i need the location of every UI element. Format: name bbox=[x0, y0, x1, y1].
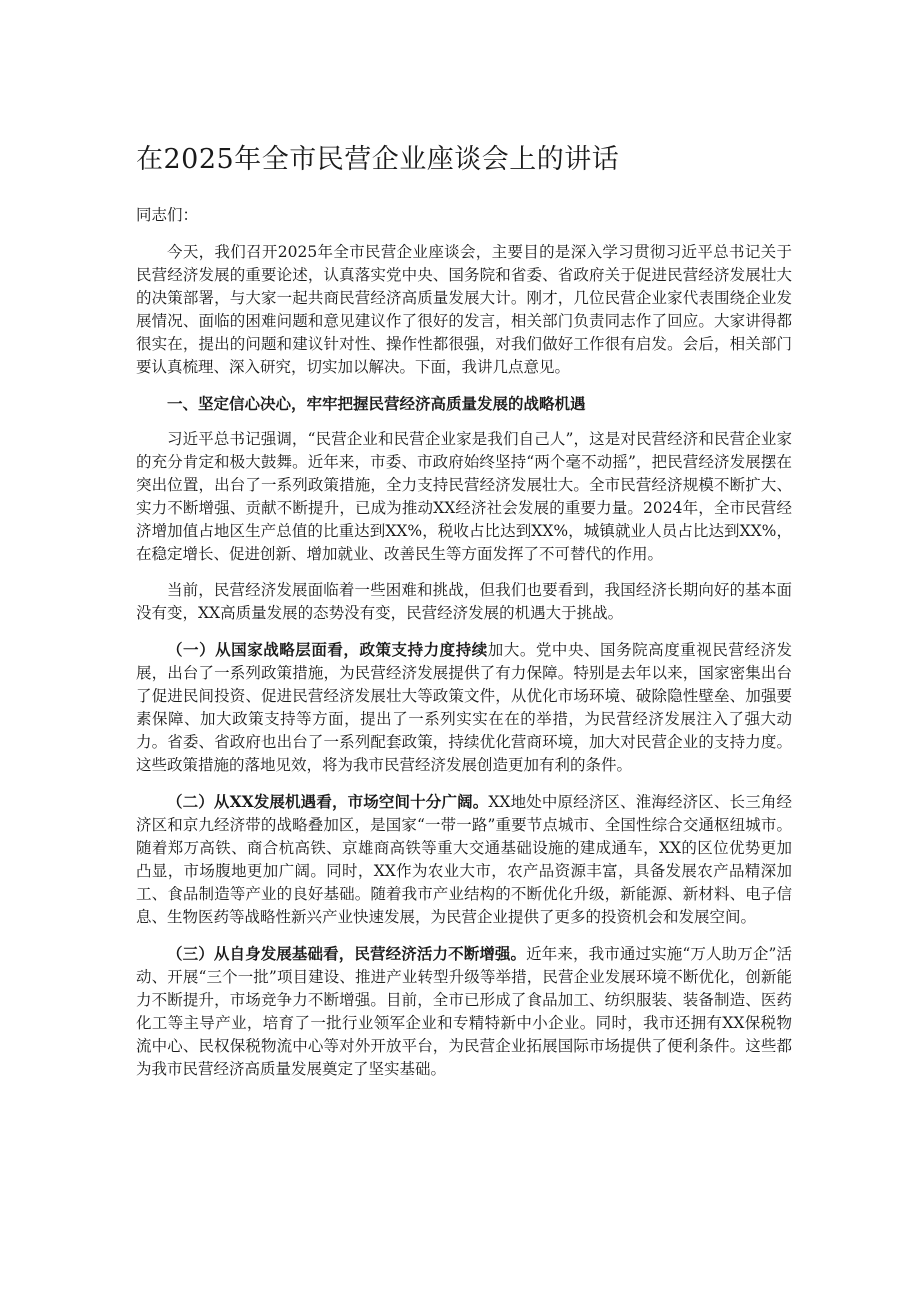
subsection-2-lead: （二）从XX发展机遇看，市场空间十分广阔。 bbox=[167, 792, 489, 811]
subsection-2-body: XX地处中原经济区、淮海经济区、长三角经济区和京九经济带的战略叠加区，是国家“一带一路”重要节点城市、全国性综合交通枢纽城市。随着郑万高铁、商合杭高铁、京雄商高铁等重大交通基础设施的建成通车，XX的区位优势更加凸显，市场腹地更加广阔。同时，XX作为农业大市，农产品资源丰富，具备发展农产品精深加工、食品制造等产业的良好基础。随着我市产业结构的不断优化升级，新能源、新材料、电子信息、生物医药等战略性新兴产业快速发展，为民营企业提供了更多的投资机会和发展空间。 bbox=[136, 793, 792, 926]
subsection-1-lead: （一）从国家战略层面看，政策支持力度持续 bbox=[167, 640, 488, 659]
document-title: 在2025年全市民营企业座谈会上的讲话 bbox=[136, 144, 620, 175]
section-heading: 一、坚定信心决心，牢牢把握民营经济高质量发展的战略机遇 bbox=[167, 394, 586, 413]
section1-paragraph-1: 习近平总书记强调，“民营企业和民营企业家是我们自己人”，这是对民营经济和民营企业家的充分肯定和极大鼓舞。近年来，市委、市政府始终坚持“两个毫不动摇”，把民营经济发展摆在突出位置，出台了一系列政策措施，全力支持民营经济发展壮大。全市民营经济规模不断扩大、实力不断增强、贡献不断提升，已成为推动XX经济社会发展的重要力量。2024年，全市民营经济增加值占地区生产总值的比重达到XX%，税收占比达到XX%，城镇就业人员占比达到XX%，在稳定增长、促进创新、增加就业、改善民生等方面发挥了不可替代的作用。 bbox=[136, 430, 792, 563]
subsection-1-body: 加大。党中央、国务院高度重视民营经济发展，出台了一系列政策措施，为民营经济发展提供了有力保障。特别是去年以来，国家密集出台了促进民间投资、促进民营经济发展壮大等政策文件，从优化市场环境、破除隐性壁垒、加强要素保障、加大政策支持等方面，提出了一系列实实在在的举措，为民营经济发展注入了强大动力。省委、省政府也出台了一系列配套政策，持续优化营商环境，加大对民营企业的支持力度。这些政策措施的落地见效，将为我市民营经济发展创造更加有利的条件。 bbox=[136, 641, 792, 774]
subsection-3-body: 近年来，我市通过实施“万人助万企”活动、开展“三个一批”项目建设、推进产业转型升级等举措，民营企业发展环境不断优化，创新能力不断提升，市场竞争力不断增强。目前，全市已形成了食品加工、纺织服装、装备制造、医药化工等主导产业，培育了一批行业领军企业和专精特新中小企业。同时，我市还拥有XX保税物流中心、民权保税物流中心等对外开放平台，为民营企业拓展国际市场提供了便利条件。这些都为我市民营经济高质量发展奠定了坚实基础。 bbox=[136, 945, 792, 1078]
subsection-3-lead: （三）从自身发展基础看，民营经济活力不断增强。 bbox=[167, 944, 527, 963]
section1-paragraph-2: 当前，民营经济发展面临着一些困难和挑战，但我们也要看到，我国经济长期向好的基本面没有变，XX高质量发展的态势没有变，民营经济发展的机遇大于挑战。 bbox=[136, 581, 792, 622]
document-page bbox=[136, 140, 792, 1081]
subsection-3 bbox=[136, 942, 792, 1081]
subsection-2 bbox=[136, 790, 792, 929]
subsection-1 bbox=[136, 638, 792, 777]
intro-paragraph: 今天，我们召开2025年全市民营企业座谈会，主要目的是深入学习贯彻习近平总书记关于民营经济发展的重要论述，认真落实党中央、国务院和省委、省政府关于促进民营经济发展壮大的决策部署，与大家一起共商民营经济高质量发展大计。刚才，几位民营企业家代表围绕企业发展情况、面临的困难问题和意见建议作了很好的发言，相关部门负责同志作了回应。大家讲得都很实在，提出的问题和建议针对性、操作性都很强，对我们做好工作很有启发。会后，相关部门要认真梳理、深入研究，切实加以解决。下面，我讲几点意见。 bbox=[136, 243, 792, 376]
salutation: 同志们： bbox=[136, 206, 199, 224]
